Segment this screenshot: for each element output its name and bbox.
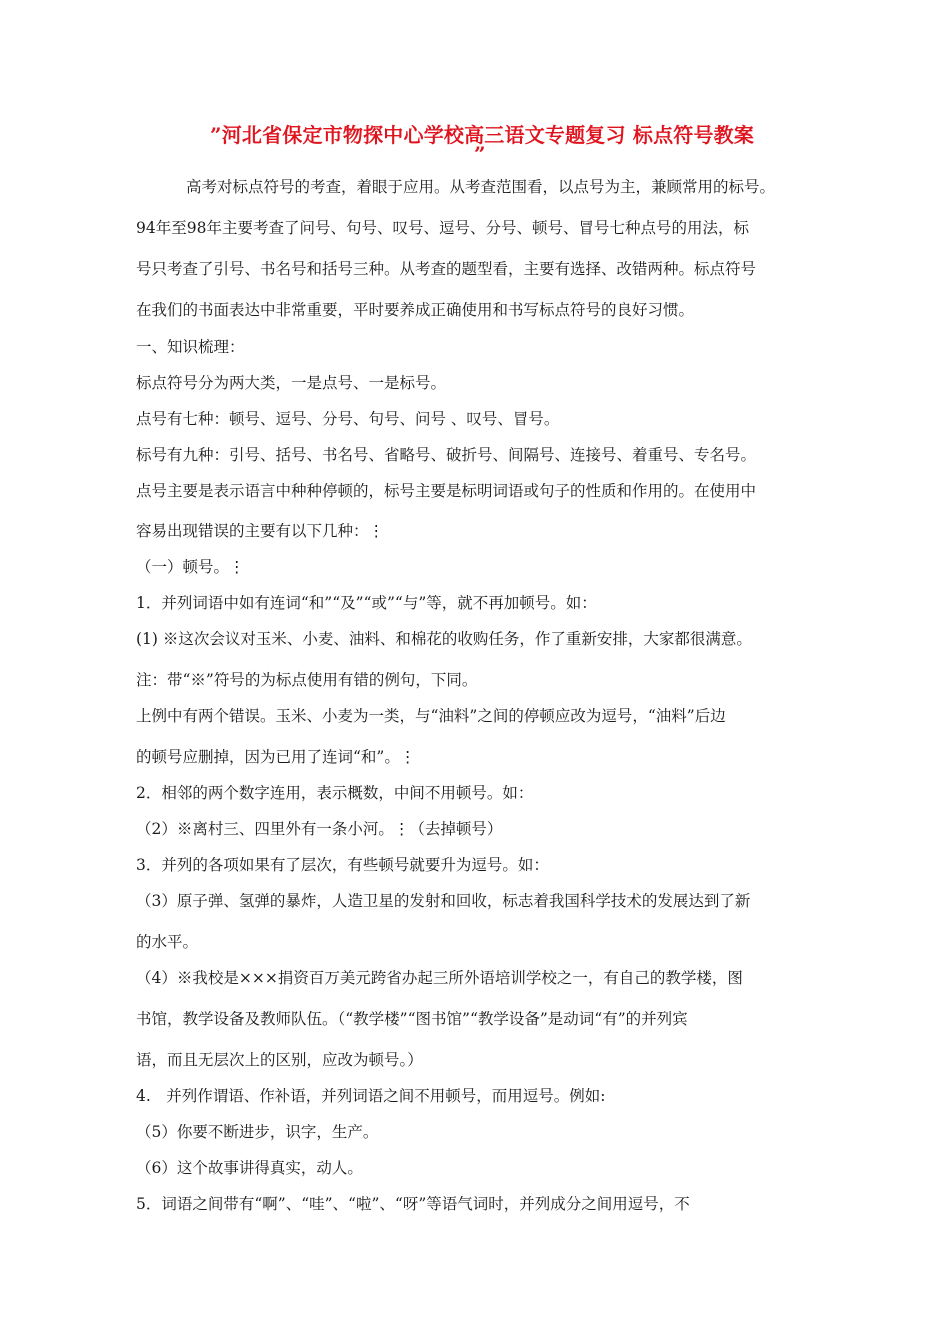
rule-item: 5．词语之间带有“啊”、“哇”、“啦”、“呀”等语气词时，并列成分之间用逗号，不 bbox=[136, 1195, 690, 1213]
paragraph-line: 标号有九种：引号、括号、书名号、省略号、破折号、间隔号、连接号、着重号、专名号。 bbox=[136, 446, 757, 464]
rule-item: 2．相邻的两个数字连用，表示概数，中间不用顿号。如： bbox=[136, 784, 534, 802]
note-line: 注：带“※”符号的为标点使用有错的例句，下同。 bbox=[136, 671, 478, 689]
example-sentence: （2）※离村三、四里外有一条小河。⋮（去掉顿号） bbox=[136, 820, 503, 838]
example-sentence: （6）这个故事讲得真实，动人。 bbox=[136, 1159, 363, 1177]
title-line-2: ” bbox=[474, 142, 486, 166]
rule-item: 3．并列的各项如果有了层次，有些顿号就要升为逗号。如： bbox=[136, 856, 549, 874]
rule-item: 4. 并列作谓语、作补语，并列词语之间不用顿号，而用逗号。例如: bbox=[136, 1087, 606, 1105]
paragraph-line: 书馆，教学设备及教师队伍。（“教学楼”“图书馆”“教学设备”是动词“有”的并列宾 bbox=[136, 1010, 688, 1028]
example-sentence: （3）原子弹、氢弹的暴炸，人造卫星的发射和回收，标志着我国科学技术的发展达到了新 bbox=[136, 892, 751, 910]
paragraph-line: 语，而且无层次上的区别，应改为顿号。） bbox=[136, 1051, 423, 1069]
paragraph-line: 在我们的书面表达中非常重要，平时要养成正确使用和书写标点符号的良好习惯。 bbox=[136, 301, 695, 319]
section-heading: 一、知识梳理： bbox=[136, 338, 245, 356]
paragraph-line: 容易出现错误的主要有以下几种：⋮ bbox=[136, 522, 385, 540]
paragraph-line: 94年至98年主要考查了问号、句号、叹号、逗号、分号、顿号、冒号七种点号的用法，标 bbox=[136, 219, 749, 237]
paragraph-line: 高考对标点符号的考查，着眼于应用。从考查范围看，以点号为主，兼顾常用的标号。 bbox=[186, 178, 776, 196]
title-line-1: ”河北省保定市物探中心学校高三语文专题复习 标点符号教案 bbox=[210, 123, 755, 147]
paragraph-line: 的顿号应删掉，因为已用了连词“和”。⋮ bbox=[136, 748, 416, 766]
document-title bbox=[210, 120, 830, 166]
subsection-heading: （一）顿号。⋮ bbox=[136, 558, 245, 576]
paragraph-line: 标点符号分为两大类，一是点号、一是标号。 bbox=[136, 374, 447, 392]
paragraph-line: 上例中有两个错误。玉米、小麦为一类，与“油料”之间的停顿应改为逗号，“油料”后边 bbox=[136, 707, 726, 725]
example-sentence: （5）你要不断进步，识字，生产。 bbox=[136, 1123, 379, 1141]
paragraph-line: 号只考查了引号、书名号和括号三种。从考查的题型看，主要有选择、改错两种。标点符号 bbox=[136, 260, 757, 278]
rule-item: 1．并列词语中如有连词“和”“及”“或”“与”等，就不再加顿号。如： bbox=[136, 594, 597, 612]
paragraph-line: 点号主要是表示语言中种种停顿的，标号主要是标明词语或句子的性质和作用的。在使用中 bbox=[136, 482, 757, 500]
example-sentence: (1) ※这次会议对玉米、小麦、油料、和棉花的收购任务，作了重新安排，大家都很满意。 bbox=[136, 630, 752, 648]
paragraph-line: 的水平。 bbox=[136, 933, 199, 951]
paragraph-line: 点号有七种：顿号、逗号、分号、句号、问号 、叹号、冒号。 bbox=[136, 410, 560, 428]
example-sentence: （4）※我校是×××捐资百万美元跨省办起三所外语培训学校之一，有自己的教学楼，图 bbox=[136, 969, 743, 987]
